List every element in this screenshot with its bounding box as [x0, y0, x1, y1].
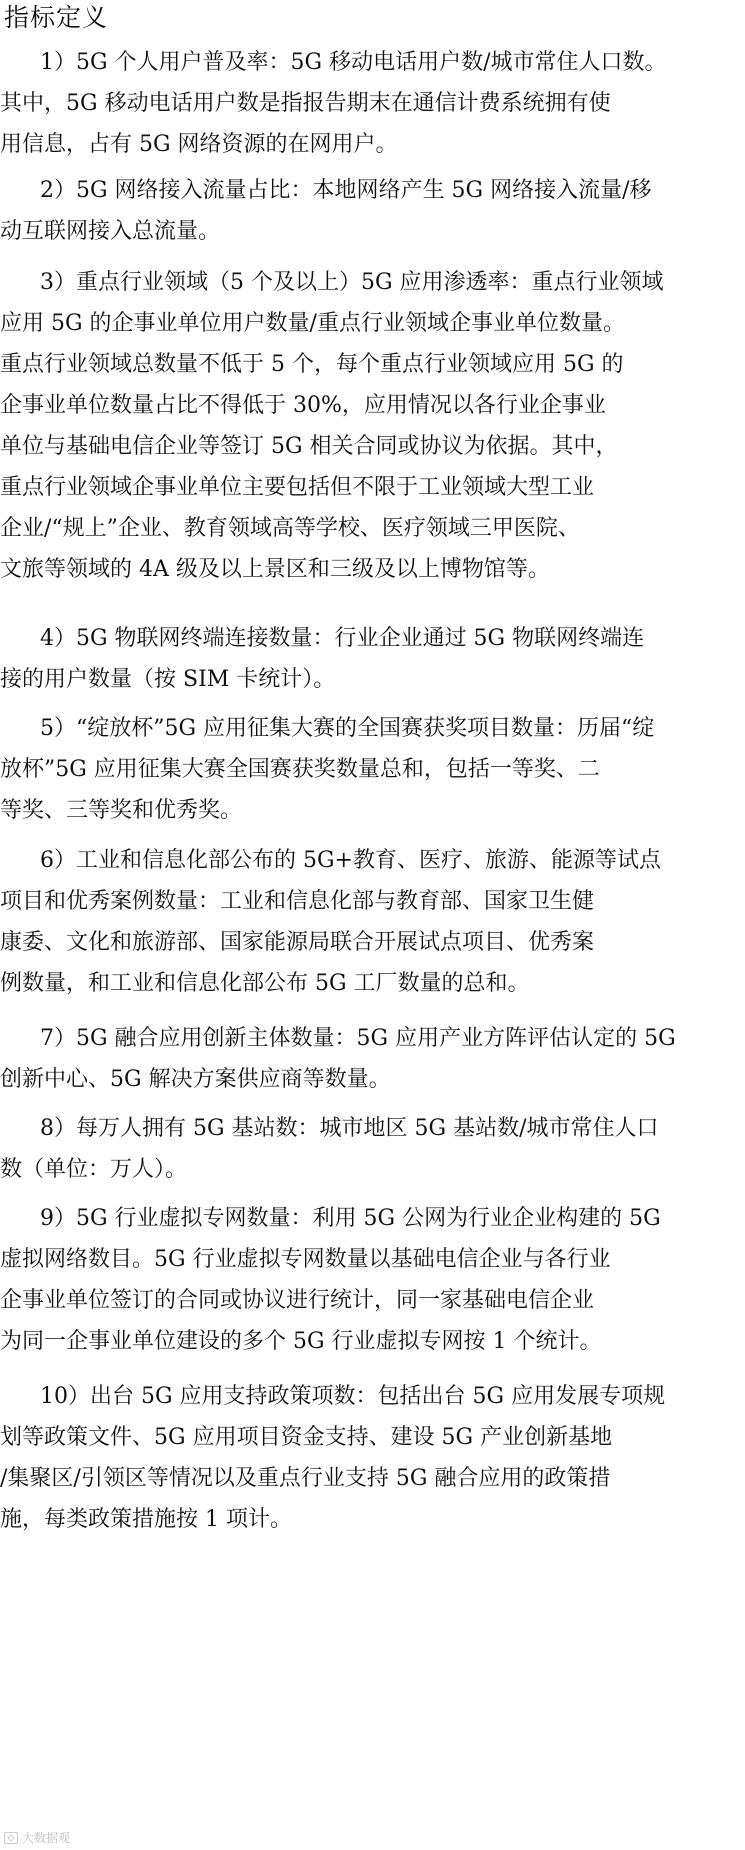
item-7-line-1: 7）5G 融合应用创新主体数量：5G 应用产业方阵评估认定的 5G	[40, 1026, 676, 1051]
item-1-line-3: 用信息，占有 5G 网络资源的在网用户。	[0, 132, 398, 157]
item-4	[0, 618, 740, 700]
item-2-line-2: 动互联网接入总流量。	[0, 219, 221, 244]
item-2-line-1: 2）5G 网络接入流量占比：本地网络产生 5G 网络接入流量/移	[40, 178, 652, 203]
item-4-line-2: 接的用户数量（按 SIM 卡统计）。	[0, 667, 336, 692]
item-8	[0, 1108, 740, 1190]
item-1	[0, 42, 740, 165]
item-9	[0, 1198, 740, 1362]
item-3-line-8: 文旅等领域的 4A 级及以上景区和三级及以上博物馆等。	[0, 557, 550, 582]
page-title: 指标定义	[4, 3, 109, 32]
item-8-line-1: 8）每万人拥有 5G 基站数：城市地区 5G 基站数/城市常住人口	[40, 1116, 659, 1141]
item-5	[0, 708, 740, 831]
watermark-text: 大数据观	[22, 1831, 71, 1845]
item-6-line-3: 康委、文化和旅游部、国家能源局联合开展试点项目、优秀案	[0, 930, 595, 955]
item-9-line-1: 9）5G 行业虚拟专网数量：利用 5G 公网为行业企业构建的 5G	[40, 1206, 661, 1231]
watermark	[4, 1830, 70, 1846]
item-5-line-3: 等奖、三等奖和优秀奖。	[0, 798, 243, 823]
item-3	[0, 262, 740, 590]
item-6-line-1: 6）工业和信息化部公布的 5G+教育、医疗、旅游、能源等试点	[40, 848, 661, 873]
watermark-logo-icon	[4, 1832, 18, 1844]
item-7-line-2: 创新中心、5G 解决方案供应商等数量。	[0, 1067, 391, 1092]
item-5-line-2: 放杯”5G 应用征集大赛全国赛获奖数量总和，包括一等奖、二	[0, 757, 600, 782]
item-8-line-2: 数（单位：万人）。	[0, 1157, 188, 1182]
item-2	[0, 170, 740, 252]
item-5-line-1: 5）“绽放杯”5G 应用征集大赛的全国赛获奖项目数量：历届“绽	[40, 716, 655, 741]
item-3-line-1: 3）重点行业领域（5 个及以上）5G 应用渗透率：重点行业领域	[40, 270, 664, 295]
item-1-line-1: 1）5G 个人用户普及率：5G 移动电话用户数/城市常住人口数。	[40, 50, 667, 75]
item-7	[0, 1018, 740, 1100]
item-3-line-7: 企业/“规上”企业、教育领域高等学校、医疗领域三甲医院、	[0, 516, 580, 541]
item-10	[0, 1376, 740, 1540]
item-3-line-6: 重点行业领域企事业单位主要包括但不限于工业领域大型工业	[0, 475, 595, 500]
item-10-line-2: 划等政策文件、5G 应用项目资金支持、建设 5G 产业创新基地	[0, 1425, 613, 1450]
item-10-line-4: 施，每类政策措施按 1 项计。	[0, 1507, 292, 1532]
item-6-line-4: 例数量，和工业和信息化部公布 5G 工厂数量的总和。	[0, 971, 530, 996]
item-10-line-1: 10）出台 5G 应用支持政策项数：包括出台 5G 应用发展专项规	[40, 1384, 666, 1409]
item-3-line-5: 单位与基础电信企业等签订 5G 相关合同或协议为依据。其中，	[0, 434, 618, 459]
item-9-line-4: 为同一企事业单位建设的多个 5G 行业虚拟专网按 1 个统计。	[0, 1329, 602, 1354]
item-1-line-2: 其中，5G 移动电话用户数是指报告期末在通信计费系统拥有使	[0, 91, 611, 116]
item-6	[0, 840, 740, 1004]
item-3-line-2: 应用 5G 的企事业单位用户数量/重点行业领域企事业单位数量。	[0, 311, 625, 336]
item-9-line-3: 企事业单位签订的合同或协议进行统计，同一家基础电信企业	[0, 1288, 595, 1313]
item-3-line-3: 重点行业领域总数量不低于 5 个，每个重点行业领域应用 5G 的	[0, 352, 624, 377]
item-3-line-4: 企事业单位数量占比不得低于 30%，应用情况以各行业企事业	[0, 393, 606, 418]
item-4-line-1: 4）5G 物联网终端连接数量：行业企业通过 5G 物联网终端连	[40, 626, 645, 651]
item-9-line-2: 虚拟网络数目。5G 行业虚拟专网数量以基础电信企业与各行业	[0, 1247, 611, 1272]
item-10-line-3: /集聚区/引领区等情况以及重点行业支持 5G 融合应用的政策措	[0, 1466, 611, 1491]
item-6-line-2: 项目和优秀案例数量：工业和信息化部与教育部、国家卫生健	[0, 889, 595, 914]
